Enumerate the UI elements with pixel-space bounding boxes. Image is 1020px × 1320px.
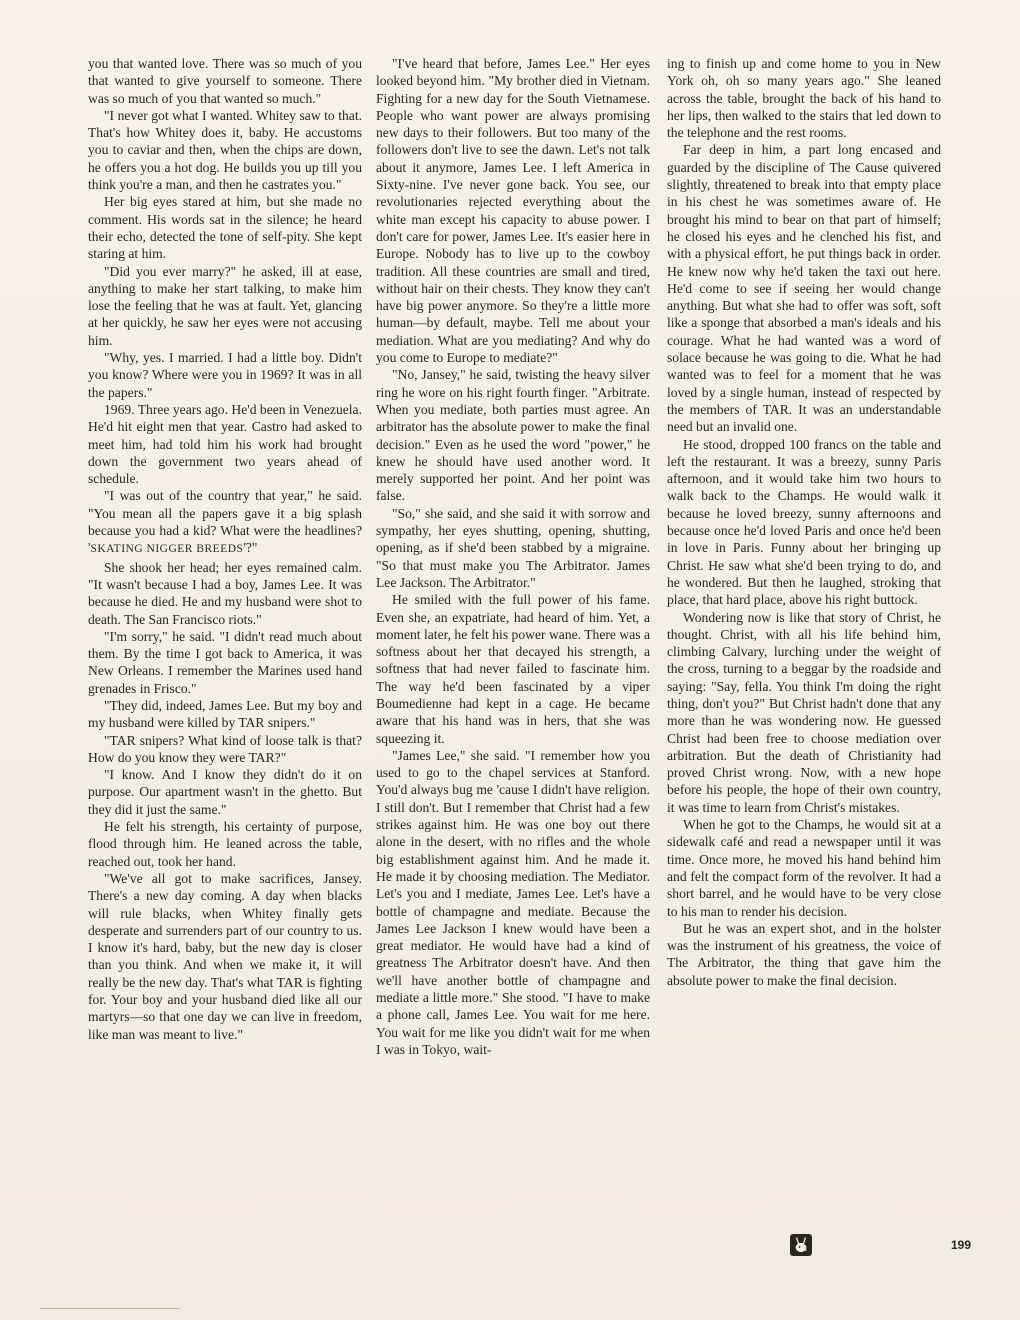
text-column-2 bbox=[376, 55, 650, 1058]
paragraph: ing to finish up and come home to you in New York oh, oh so many years ago." She leaned across the table, brought the back of his hand to her lips, then walked to the stairs that led down to the telephone and the rest rooms. bbox=[667, 56, 941, 141]
paragraph: He stood, dropped 100 francs on the table and left the restaurant. It was a breezy, sunny Paris afternoon, and it would take him two hours to walk back to the Champs. He would walk it because he loved breezy, sunny afternoons and because once he'd loved Paris and once he'd been in love in Paris. Funny about her bringing up Christ. He saw what she'd been trying to do, and he wondered. But then he laughed, stroking that place, that hard place, above his right buttock. bbox=[667, 436, 941, 608]
paragraph: Wondering now is like that story of Christ, he thought. Christ, with all his life behind him, climbing Calvary, lurching under the weight of the cross, turning to a beggar by the roadside and saying: "Say, fella. You think I'm doing the right thing, don't you?" But Christ hadn't done that any more than he was wondering now. He guessed Christ had been free to choose mediation over arbitration. But the death of Christianity had proved Christ wrong. Now, with a new hope before his people, the hope of their own country, it was time to learn from Christ's mistakes. bbox=[667, 609, 941, 815]
paragraph: "Why, yes. I married. I had a little boy. Didn't you know? Where were you in 1969? It was in all the papers." bbox=[88, 350, 362, 400]
text-column-1 bbox=[88, 55, 362, 1043]
paragraph: "I've heard that before, James Lee." Her eyes looked beyond him. "My brother died in Vietnam. Fighting for a new day for the South Vietnamese. People who want power are always promising new days to their followers. But too many of the followers don't live to see the dawn. Let's not talk about it anymore, James Lee. I left America in Sixty-nine. I've never gone back. You see, our revolutionaries rejected everything about the white man except his capacity to abuse power. I don't care for power, James Lee. It's easier here in Europe. Nobody has to live up to the cowboy tradition. All these countries are small and tired, without hair on their chests. They know they can't have big power anymore. So they're a little more human—by default, maybe. Tell me about your mediation. What are you mediating? And why do you come to Europe to mediate?" bbox=[376, 56, 650, 366]
paragraph: "James Lee," she said. "I remember how you used to go to the chapel services at Stanford. You'd always bug me 'cause I didn't have religion. I still don't. But I remember that Christ had a few strikes against him. He was one boy out there alone in the desert, with no rifles and the whole big establishment against him. And he made it. He made it by choosing mediation. The Mediator. Let's you and I mediate, James Lee. Let's have a bottle of champagne and mediate. Because the James Lee Jackson I knew would have been a great mediator. He would have had a kind of greatness The Arbitrator doesn't have. And then we'll have another bottle of champagne and mediate a little more." She stood. "I have to make a phone call, James Lee. You wait for me here. You wait for me like you didn't wait for me when I was in Tokyo, wait- bbox=[376, 747, 650, 1057]
paragraph: "TAR snipers? What kind of loose talk is that? How do you know they were TAR?" bbox=[88, 732, 362, 765]
paragraph: "No, Jansey," he said, twisting the heavy silver ring he wore on his right fourth finger. "Arbitrate. When you mediate, both parties must agree. An arbitrator has the absolute power to make the final decision." Even as he used the word "power," he knew he should have used another word. It merely supported her point. And her point was false. bbox=[376, 367, 650, 504]
divider bbox=[40, 1308, 180, 1309]
paragraph-text: '?" bbox=[243, 540, 258, 556]
paragraph: When he got to the Champs, he would sit at a sidewalk café and read a newspaper until it was time. Once more, he moved his hand behind him and felt the compact form of the revolver. It had a short barrel, and he would have to be very close to his man to render his decision. bbox=[667, 817, 941, 919]
paragraph: "I know. And I know they didn't do it on purpose. Our apartment wasn't in the ghetto. But they did it just the same." bbox=[88, 767, 362, 817]
paragraph: 1969. Three years ago. He'd been in Venezuela. He'd hit eight men that year. Castro had asked to meet him, had told him his work had brought down the government two years ahead of schedule. bbox=[88, 401, 362, 487]
paragraph: Far deep in him, a part long encased and guarded by the discipline of The Cause quivered slightly, threatened to break into that empty place in his chest he was sometimes aware of. He brought his mind to bear on that part of himself; he closed his eyes and he clenched his fist, and with a physical effort, he put things back in order. He knew now why he'd taken the taxi out here. He'd come to see if seeing her would change anything. But what she had to offer was soft, soft like a sponge that absorbed a man's ideals and his courage. What he had wanted was a word of solace because he was going to die. What he had wanted was to feel for a moment that he was loved by a single human, instead of respected by the members of TAR. It was an understandable need but an invalid one. bbox=[667, 142, 941, 435]
paragraph: "They did, indeed, James Lee. But my boy and my husband were killed by TAR snipers." bbox=[88, 697, 362, 731]
headline-quote: SKATING NIGGER BREEDS bbox=[90, 543, 244, 556]
page-number: 199 bbox=[951, 1238, 972, 1252]
paragraph: She shook her head; her eyes remained calm. "It wasn't because I had a boy, James Lee. It was because he died. He and my husband were shot to death. The San Francisco riots." bbox=[88, 559, 362, 627]
paragraph: But he was an expert shot, and in the holster was the instrument of his greatness, the voice of The Arbitrator, the thing that gave him the absolute power to make the final decision. bbox=[667, 920, 941, 988]
paragraph: Her big eyes stared at him, but she made no comment. His words sat in the silence; he heard their echo, detected the tone of self-pity. She kept staring at him. bbox=[88, 194, 362, 262]
paragraph: He smiled with the full power of his fame. Even she, an expatriate, had heard of him. Yet, a moment later, he felt his power wane. There was a softness about her that decayed his strength, a softness that had never failed to fascinate him. The way he'd been fascinated by a viper Boumedienne had kept in a cage. He became aware that his hand was in hers, that she was squeezing it. bbox=[376, 592, 650, 746]
paragraph: "I never got what I wanted. Whitey saw to that. That's how Whitey does it, baby. He accustoms you to caviar and then, when the chips are down, he offers you a hot dog. He builds you up till you think you're a man, and then he castrates you." bbox=[88, 107, 362, 193]
paragraph: you that wanted love. There was so much of you that wanted to give yourself to someone. There was so much of you that wanted so much." bbox=[88, 56, 362, 106]
text-column-3 bbox=[667, 55, 941, 989]
paragraph: "Did you ever marry?" he asked, ill at ease, anything to make her start talking, to make him lose the feeling that he was at fault. Yet, glancing at her quickly, he saw her eyes were not accusing him. bbox=[88, 263, 362, 348]
paragraph: "So," she said, and she said it with sorrow and sympathy, her eyes shutting, opening, shutting, opening, as if she'd been stabbed by a migraine. "So that must make you The Arbitrator. James Lee Jackson. The Arbitrator." bbox=[376, 505, 650, 590]
paragraph: "I'm sorry," he said. "I didn't read much about them. By the time I got back to America, it was New Orleans. I remember the Marines used hand grenades in Frisco." bbox=[88, 628, 362, 696]
paragraph bbox=[88, 487, 362, 558]
paragraph: "We've all got to make sacrifices, Jansey. There's a new day coming. A day when blacks will rule blacks, when Whitey finally gets desperate and surrenders part of our country to us. I know it's hard, baby, but the new day is closer than you think. And when we make it, it will really be the new day. That's what TAR is fighting for. Your boy and your husband died like all our martyrs—so that one day we can live in freedom, like man was meant to live." bbox=[88, 870, 362, 1042]
paragraph: He felt his strength, his certainty of purpose, flood through him. He leaned across the table, reached out, took her hand. bbox=[88, 819, 362, 869]
paragraph-text: "I was out of the country that year," he said. "You mean all the papers gave it a big splash because you had a kid? What were the headlines? ' bbox=[88, 488, 362, 556]
rabbit-head-icon-shape bbox=[793, 1236, 809, 1254]
rabbit-head-icon bbox=[790, 1234, 812, 1256]
